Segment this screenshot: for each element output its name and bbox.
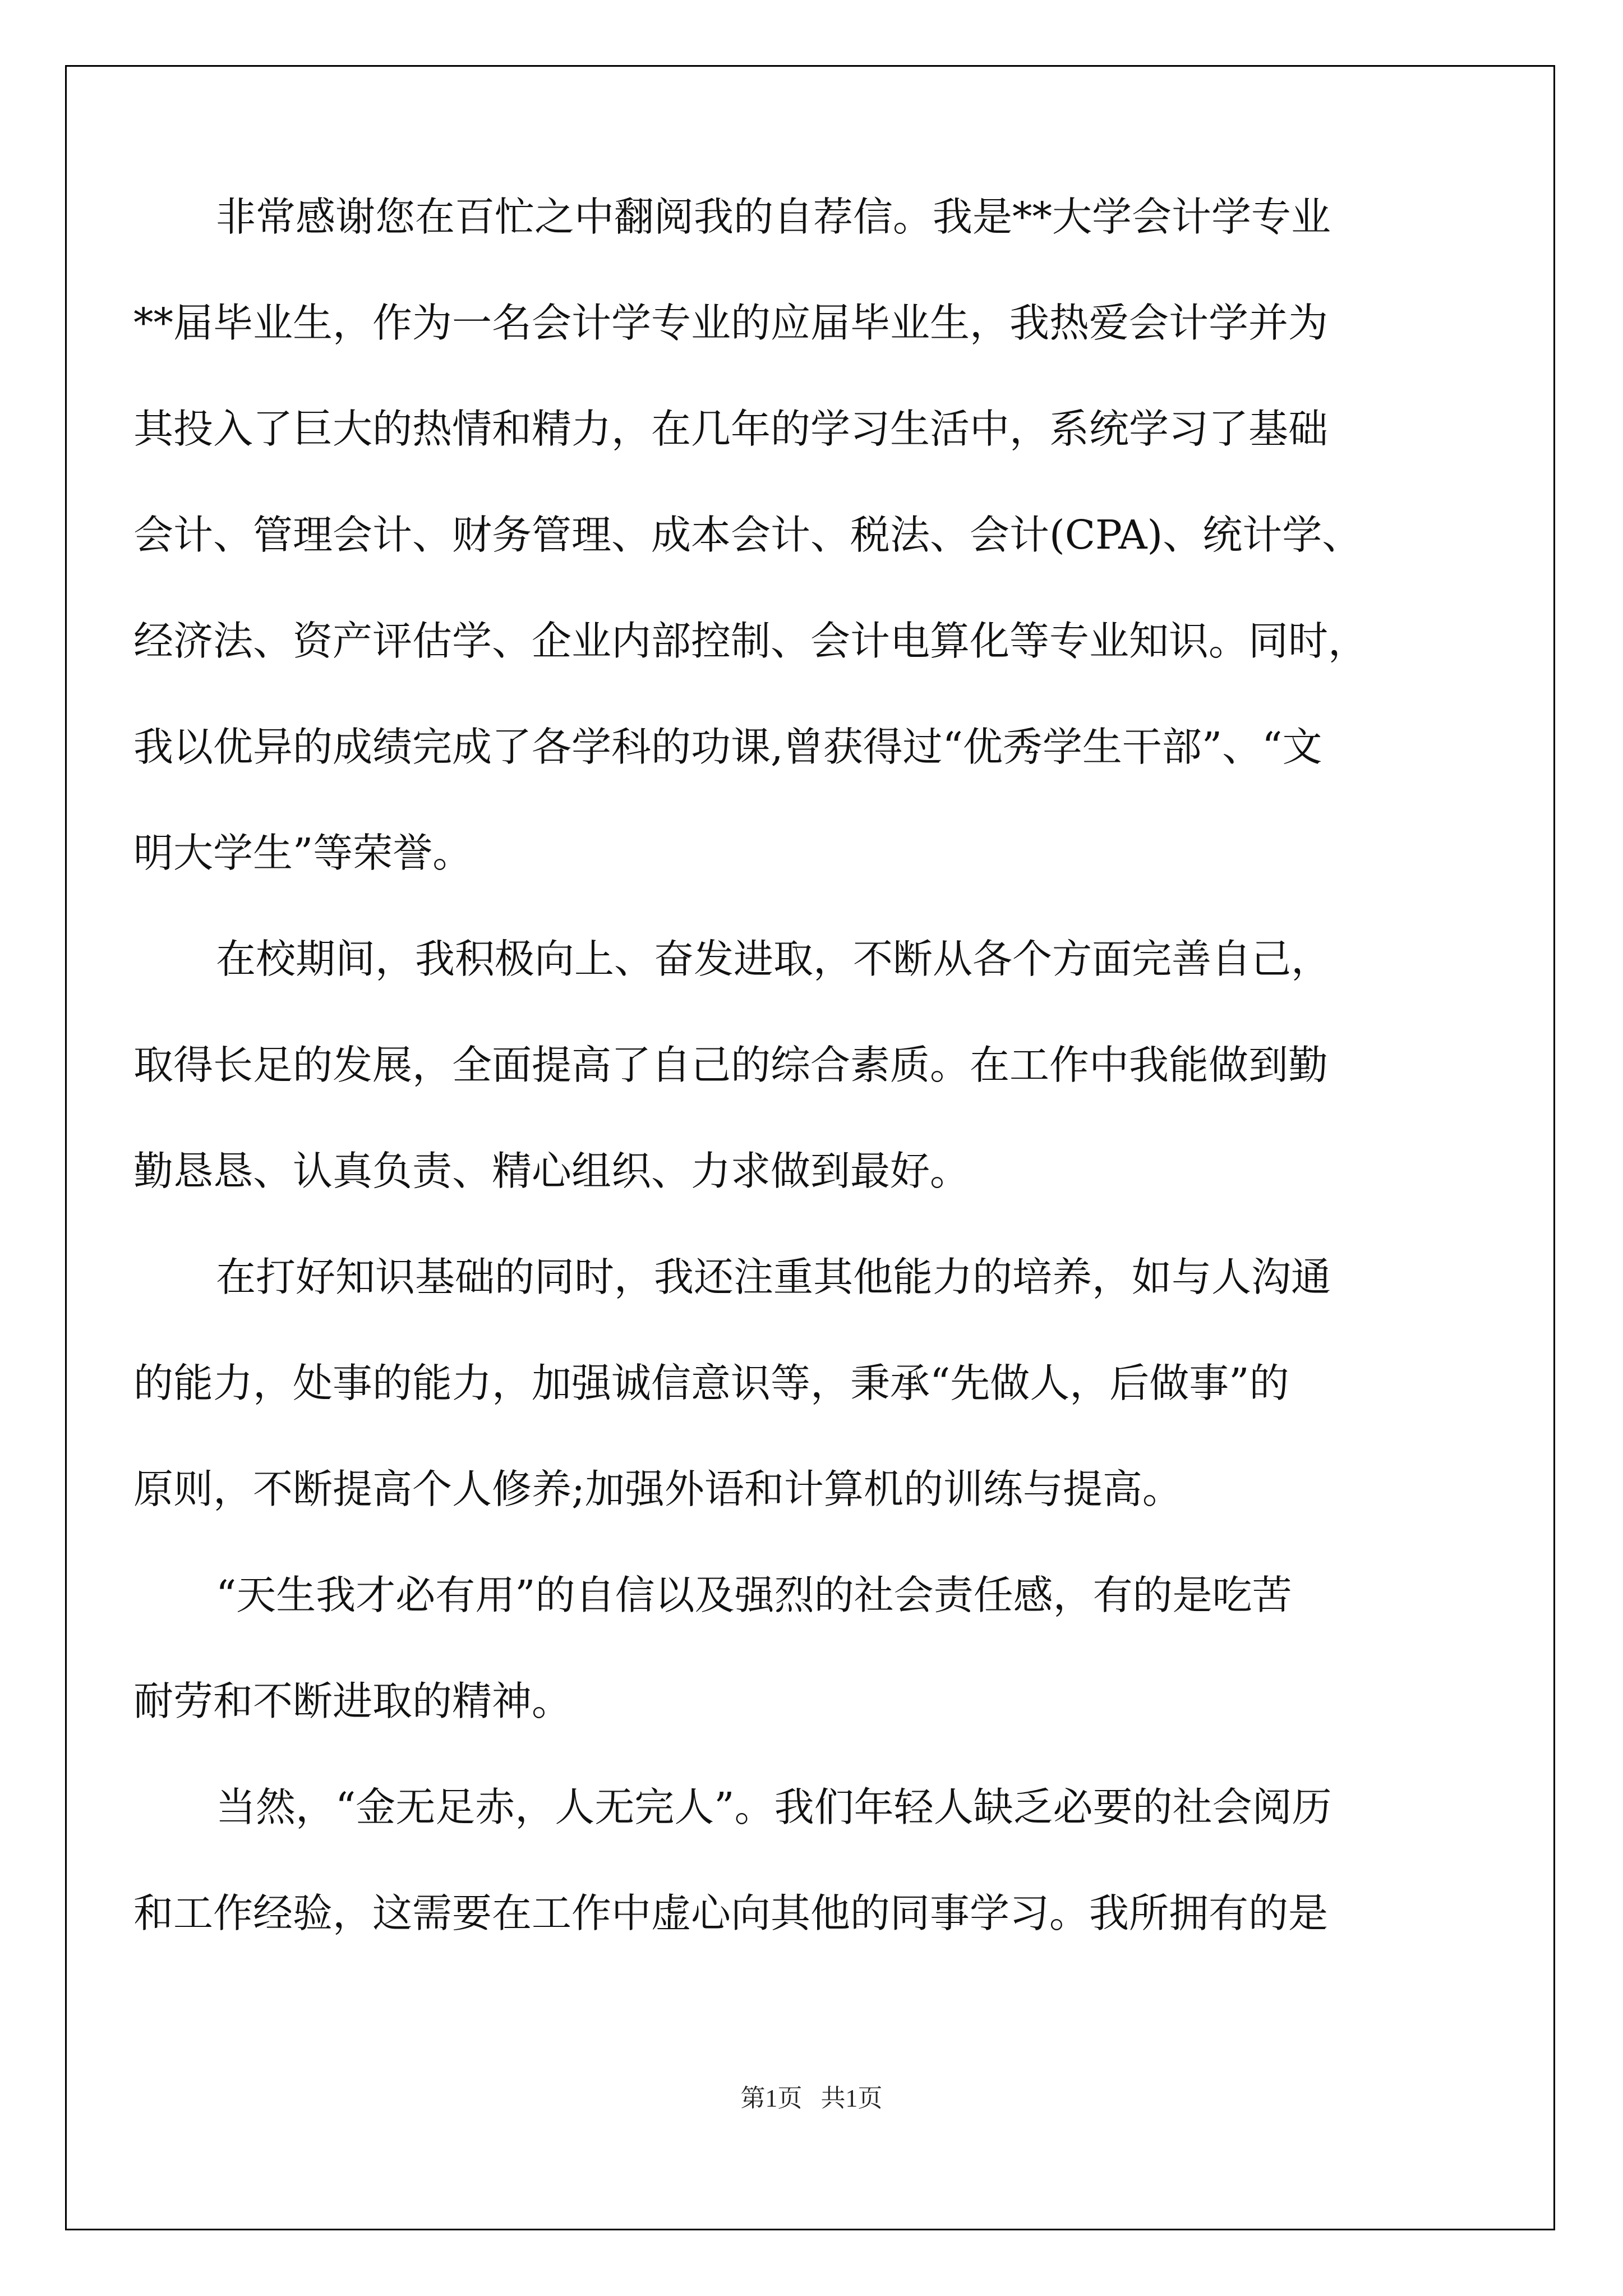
paragraph-2-line-1: 在校期间，我积极向上、奋发进取，不断从各个方面完善自己，	[216, 936, 1331, 982]
paragraph-1-line-3: 其投入了巨大的热情和精力，在几年的学习生活中，系统学习了基础	[133, 406, 1329, 452]
paragraph-1-line-4: 会计、管理会计、财务管理、成本会计、税法、会计(CPA)、统计学、	[133, 512, 1362, 558]
page-number-footer: 第1页 共1页	[740, 2085, 883, 2112]
paragraph-3-line-2: 的能力，处事的能力，加强诚信意识等，秉承“先做人，后做事”的	[133, 1360, 1289, 1406]
paragraph-1-line-5: 经济法、资产评估学、企业内部控制、会计电算化等专业知识。同时，	[133, 618, 1368, 664]
paragraph-3-line-1: 在打好知识基础的同时，我还注重其他能力的培养，如与人沟通	[216, 1254, 1331, 1300]
paragraph-3-line-3: 原则，不断提高个人修养;加强外语和计算机的训练与提高。	[133, 1466, 1182, 1512]
paragraph-2-line-2: 取得长足的发展，全面提高了自己的综合素质。在工作中我能做到勤	[133, 1042, 1329, 1088]
paragraph-4-line-2: 耐劳和不断进取的精神。	[133, 1678, 572, 1724]
paragraph-4-line-1: “天生我才必有用”的自信以及强烈的社会责任感，有的是吃苦	[216, 1572, 1292, 1618]
paragraph-1-line-2: **届毕业生，作为一名会计学专业的应届毕业生，我热爱会计学并为	[133, 300, 1329, 346]
paragraph-1-line-6: 我以优异的成绩完成了各学科的功课,曾获得过“优秀学生干部”、“文	[133, 724, 1322, 770]
paragraph-2-line-3: 勤恳恳、认真负责、精心组织、力求做到最好。	[133, 1148, 970, 1194]
paragraph-5-line-1: 当然，“金无足赤，人无完人”。我们年轻人缺乏必要的社会阅历	[216, 1784, 1332, 1830]
paragraph-1-line-7: 明大学生”等荣誉。	[133, 830, 473, 876]
paragraph-1-line-1: 非常感谢您在百忙之中翻阅我的自荐信。我是**大学会计学专业	[216, 194, 1331, 240]
paragraph-5-line-2: 和工作经验，这需要在工作中虚心向其他的同事学习。我所拥有的是	[133, 1890, 1329, 1936]
